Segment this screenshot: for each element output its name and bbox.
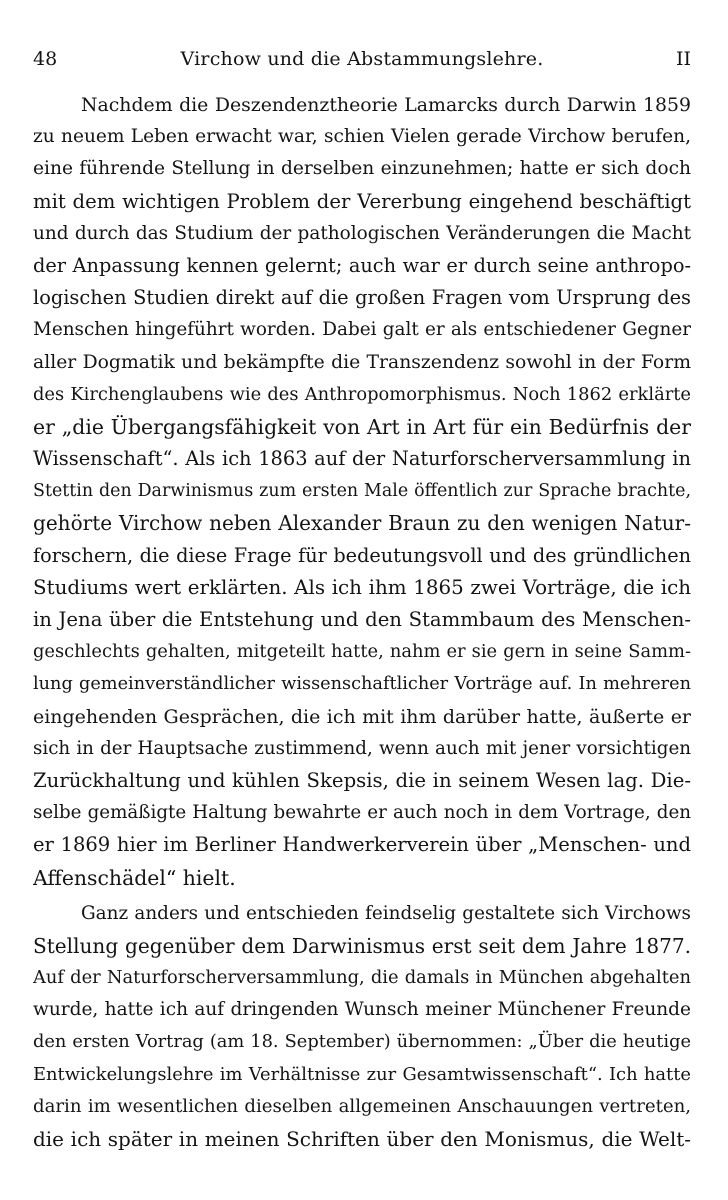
text-line: darin im wesentlichen dieselben allgemeinen Anschauungen vertreten, — [33, 1095, 691, 1117]
text-line: mit dem wichtigen Problem der Vererbung eingehend beschäftigt — [33, 189, 691, 213]
chapter-number: II — [675, 48, 691, 70]
body-text — [33, 89, 691, 1155]
text-line: Menschen hingeführt worden. Dabei galt er als entschiedener Gegner — [33, 319, 691, 341]
paragraph-1 — [33, 89, 691, 894]
paragraph-2 — [33, 898, 691, 1156]
text-line: geschlechts gehalten, mitgeteilt hatte, nahm er sie gern in seine Samm- — [33, 641, 691, 663]
text-line: er 1869 hier im Berliner Handwerkerverein über „Menschen- und — [33, 833, 691, 857]
text-line: Studiums wert erklärten. Als ich ihm 1865 zwei Vorträge, die ich — [33, 575, 691, 599]
text-line: lung gemeinverständlicher wissenschaftlicher Vorträge auf. In mehreren — [33, 674, 691, 695]
text-line: der Anpassung kennen gelernt; auch war er durch seine anthropo- — [33, 253, 691, 277]
text-line: forschern, die diese Frage für bedeutungsvoll und des gründlichen — [33, 543, 691, 567]
text-line: eine führende Stellung in derselben einzunehmen; hatte er sich doch — [33, 158, 691, 180]
text-line: Stellung gegenüber dem Darwinismus erst seit dem Jahre 1877. — [33, 933, 691, 958]
text-line: Zurückhaltung und kühlen Skepsis, die in seinem Wesen lag. Die- — [33, 768, 691, 792]
text-line: den ersten Vortrag (am 18. September) übernommen: „Über die heutige — [33, 1031, 691, 1053]
text-line: gehörte Virchow neben Alexander Braun zu den wenigen Natur- — [33, 511, 691, 536]
text-line: zu neuem Leben erwacht war, schien Vielen gerade Virchow berufen, — [33, 126, 691, 148]
text-line: logischen Studien direkt auf die großen Fragen vom Ursprung des — [33, 286, 691, 310]
text-line: Stettin den Darwinismus zum ersten Male öffentlich zur Sprache brachte, — [33, 481, 691, 502]
text-line: Nachdem die Deszendenztheorie Lamarcks durch Darwin 1859 — [81, 94, 691, 116]
text-line: Affenschädel“ hielt. — [33, 865, 236, 890]
text-line: Entwickelungslehre im Verhältnisse zur Gesamtwissenschaft“. Ich hatte — [33, 1063, 691, 1085]
text-line: selbe gemäßigte Haltung bewahrte er auch noch in dem Vortrage, den — [33, 802, 691, 824]
text-line: Ganz anders und entschieden feindselig gestaltete sich Virchows — [81, 902, 691, 924]
text-line: aller Dogmatik und bekämpfte die Transzendenz sowohl in der Form — [33, 351, 691, 373]
book-page — [33, 0, 691, 1200]
text-line: die ich später in meinen Schriften über den Monismus, die Welt- — [33, 1127, 691, 1151]
running-title: Virchow und die Abstammungslehre. — [180, 48, 544, 70]
text-line: des Kirchenglaubens wie des Anthropomorphismus. Noch 1862 erklärte — [33, 383, 691, 405]
text-line: Wissenschaft“. Als ich 1863 auf der Naturforscherversammlung in — [33, 447, 691, 471]
text-line: eingehenden Gesprächen, die ich mit ihm darüber hatte, äußerte er — [33, 705, 691, 728]
text-line: und durch das Studium der pathologischen Veränderungen die Macht — [33, 222, 691, 244]
page-number: 48 — [33, 48, 58, 70]
text-line: er „die Übergangsfähigkeit von Art in Art für ein Bedürfnis der — [33, 414, 691, 439]
running-header — [33, 46, 691, 72]
text-line: Auf der Naturforscherversammlung, die damals in München abgehalten — [33, 967, 691, 989]
text-line: wurde, hatte ich auf dringenden Wunsch meiner Münchener Freunde — [33, 999, 691, 1021]
text-line: sich in der Hauptsache zustimmend, wenn auch mit jener vorsichtigen — [33, 737, 691, 759]
text-line: in Jena über die Entstehung und den Stammbaum des Menschen- — [33, 608, 691, 631]
